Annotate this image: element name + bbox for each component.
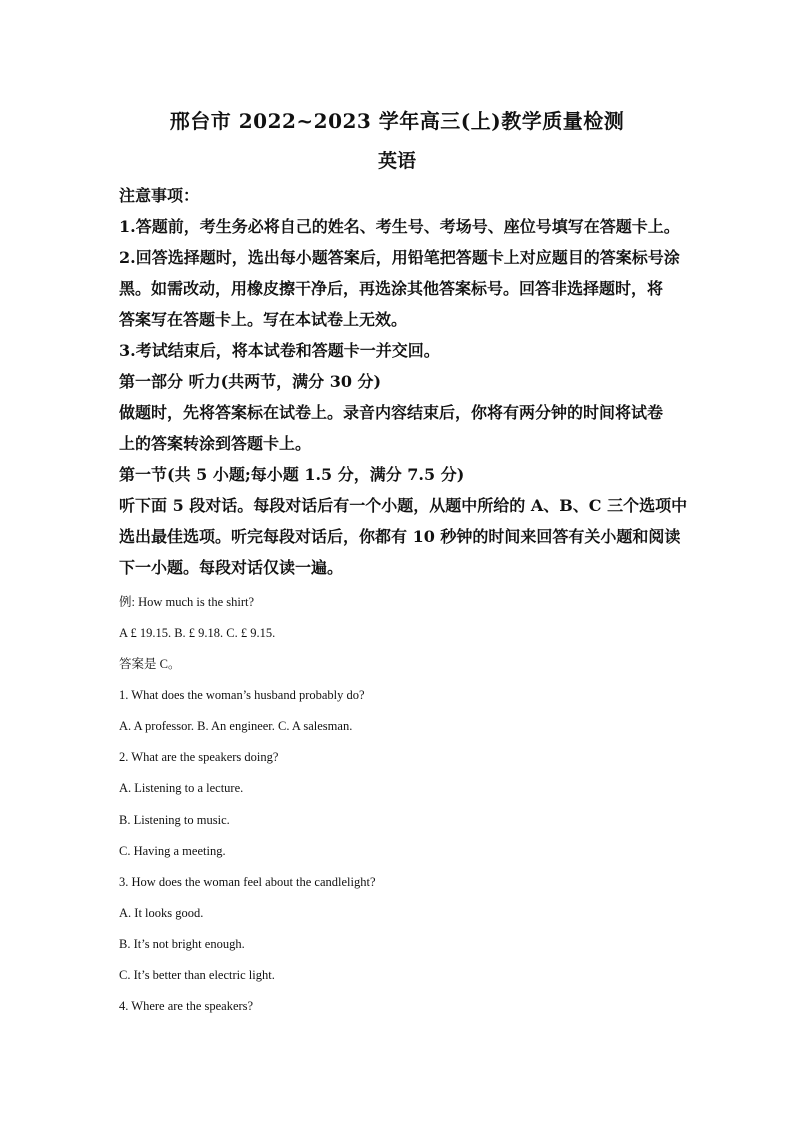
notice-item-2-line-3: 答案写在答题卡上。写在本试卷上无效。: [119, 310, 408, 329]
section1-instruction-line-3: 下一小题。每段对话仅读一遍。: [119, 558, 344, 577]
section1-heading: 第一节(共 5 小题;每小题 1.5 分，满分 7.5 分): [119, 465, 465, 484]
question-2-option-b: B. Listening to music.: [119, 813, 230, 827]
notice-item-2-line-2: 黑。如需改动，用橡皮擦干净后，再选涂其他答案标号。回答非选择题时，将: [119, 279, 664, 298]
question-2-option-a: A. Listening to a lecture.: [119, 781, 244, 795]
section1-instruction-line-1: 听下面 5 段对话。每段对话后有一个小题，从题中所给的 A、B、C 三个选项中: [119, 496, 688, 515]
exam-title: 邢台市 2022~2023 学年高三(上)教学质量检测: [169, 109, 625, 133]
question-2-option-c: C. Having a meeting.: [119, 844, 226, 858]
question-3: 3. How does the woman feel about the candlelight?: [119, 875, 376, 889]
subject-title: 英语: [377, 150, 416, 172]
question-1-options: A. A professor. B. An engineer. C. A salesman.: [119, 719, 353, 733]
question-1: 1. What does the woman’s husband probably do?: [119, 688, 365, 702]
example-options: A £ 19.15. B. £ 9.18. C. £ 9.15.: [119, 626, 276, 640]
part1-heading: 第一部分 听力(共两节，满分 30 分): [119, 372, 382, 391]
question-3-option-b: B. It’s not bright enough.: [119, 937, 245, 951]
notice-item-2-line-1: 2.回答选择题时，选出每小题答案后，用铅笔把答题卡上对应题目的答案标号涂: [119, 248, 680, 267]
example-answer: 答案是 C。: [119, 657, 181, 671]
notice-item-3: 3.考试结束后，将本试卷和答题卡一并交回。: [119, 341, 440, 360]
question-2: 2. What are the speakers doing?: [119, 750, 279, 764]
question-3-option-a: A. It looks good.: [119, 906, 204, 920]
question-4: 4. Where are the speakers?: [119, 999, 254, 1013]
notice-item-1: 1.答题前，考生务必将自己的姓名、考生号、考场号、座位号填写在答题卡上。: [119, 217, 680, 236]
part1-intro-line-1: 做题时，先将答案标在试卷上。录音内容结束后，你将有两分钟的时间将试卷: [119, 403, 664, 422]
part1-intro-line-2: 上的答案转涂到答题卡上。: [119, 434, 312, 453]
example-question: 例: How much is the shirt?: [119, 595, 255, 609]
notice-heading: 注意事项：: [119, 186, 200, 205]
question-3-option-c: C. It’s better than electric light.: [119, 968, 275, 982]
section1-instruction-line-2: 选出最佳选项。听完每段对话后，你都有 10 秒钟的时间来回答有关小题和阅读: [119, 527, 681, 546]
